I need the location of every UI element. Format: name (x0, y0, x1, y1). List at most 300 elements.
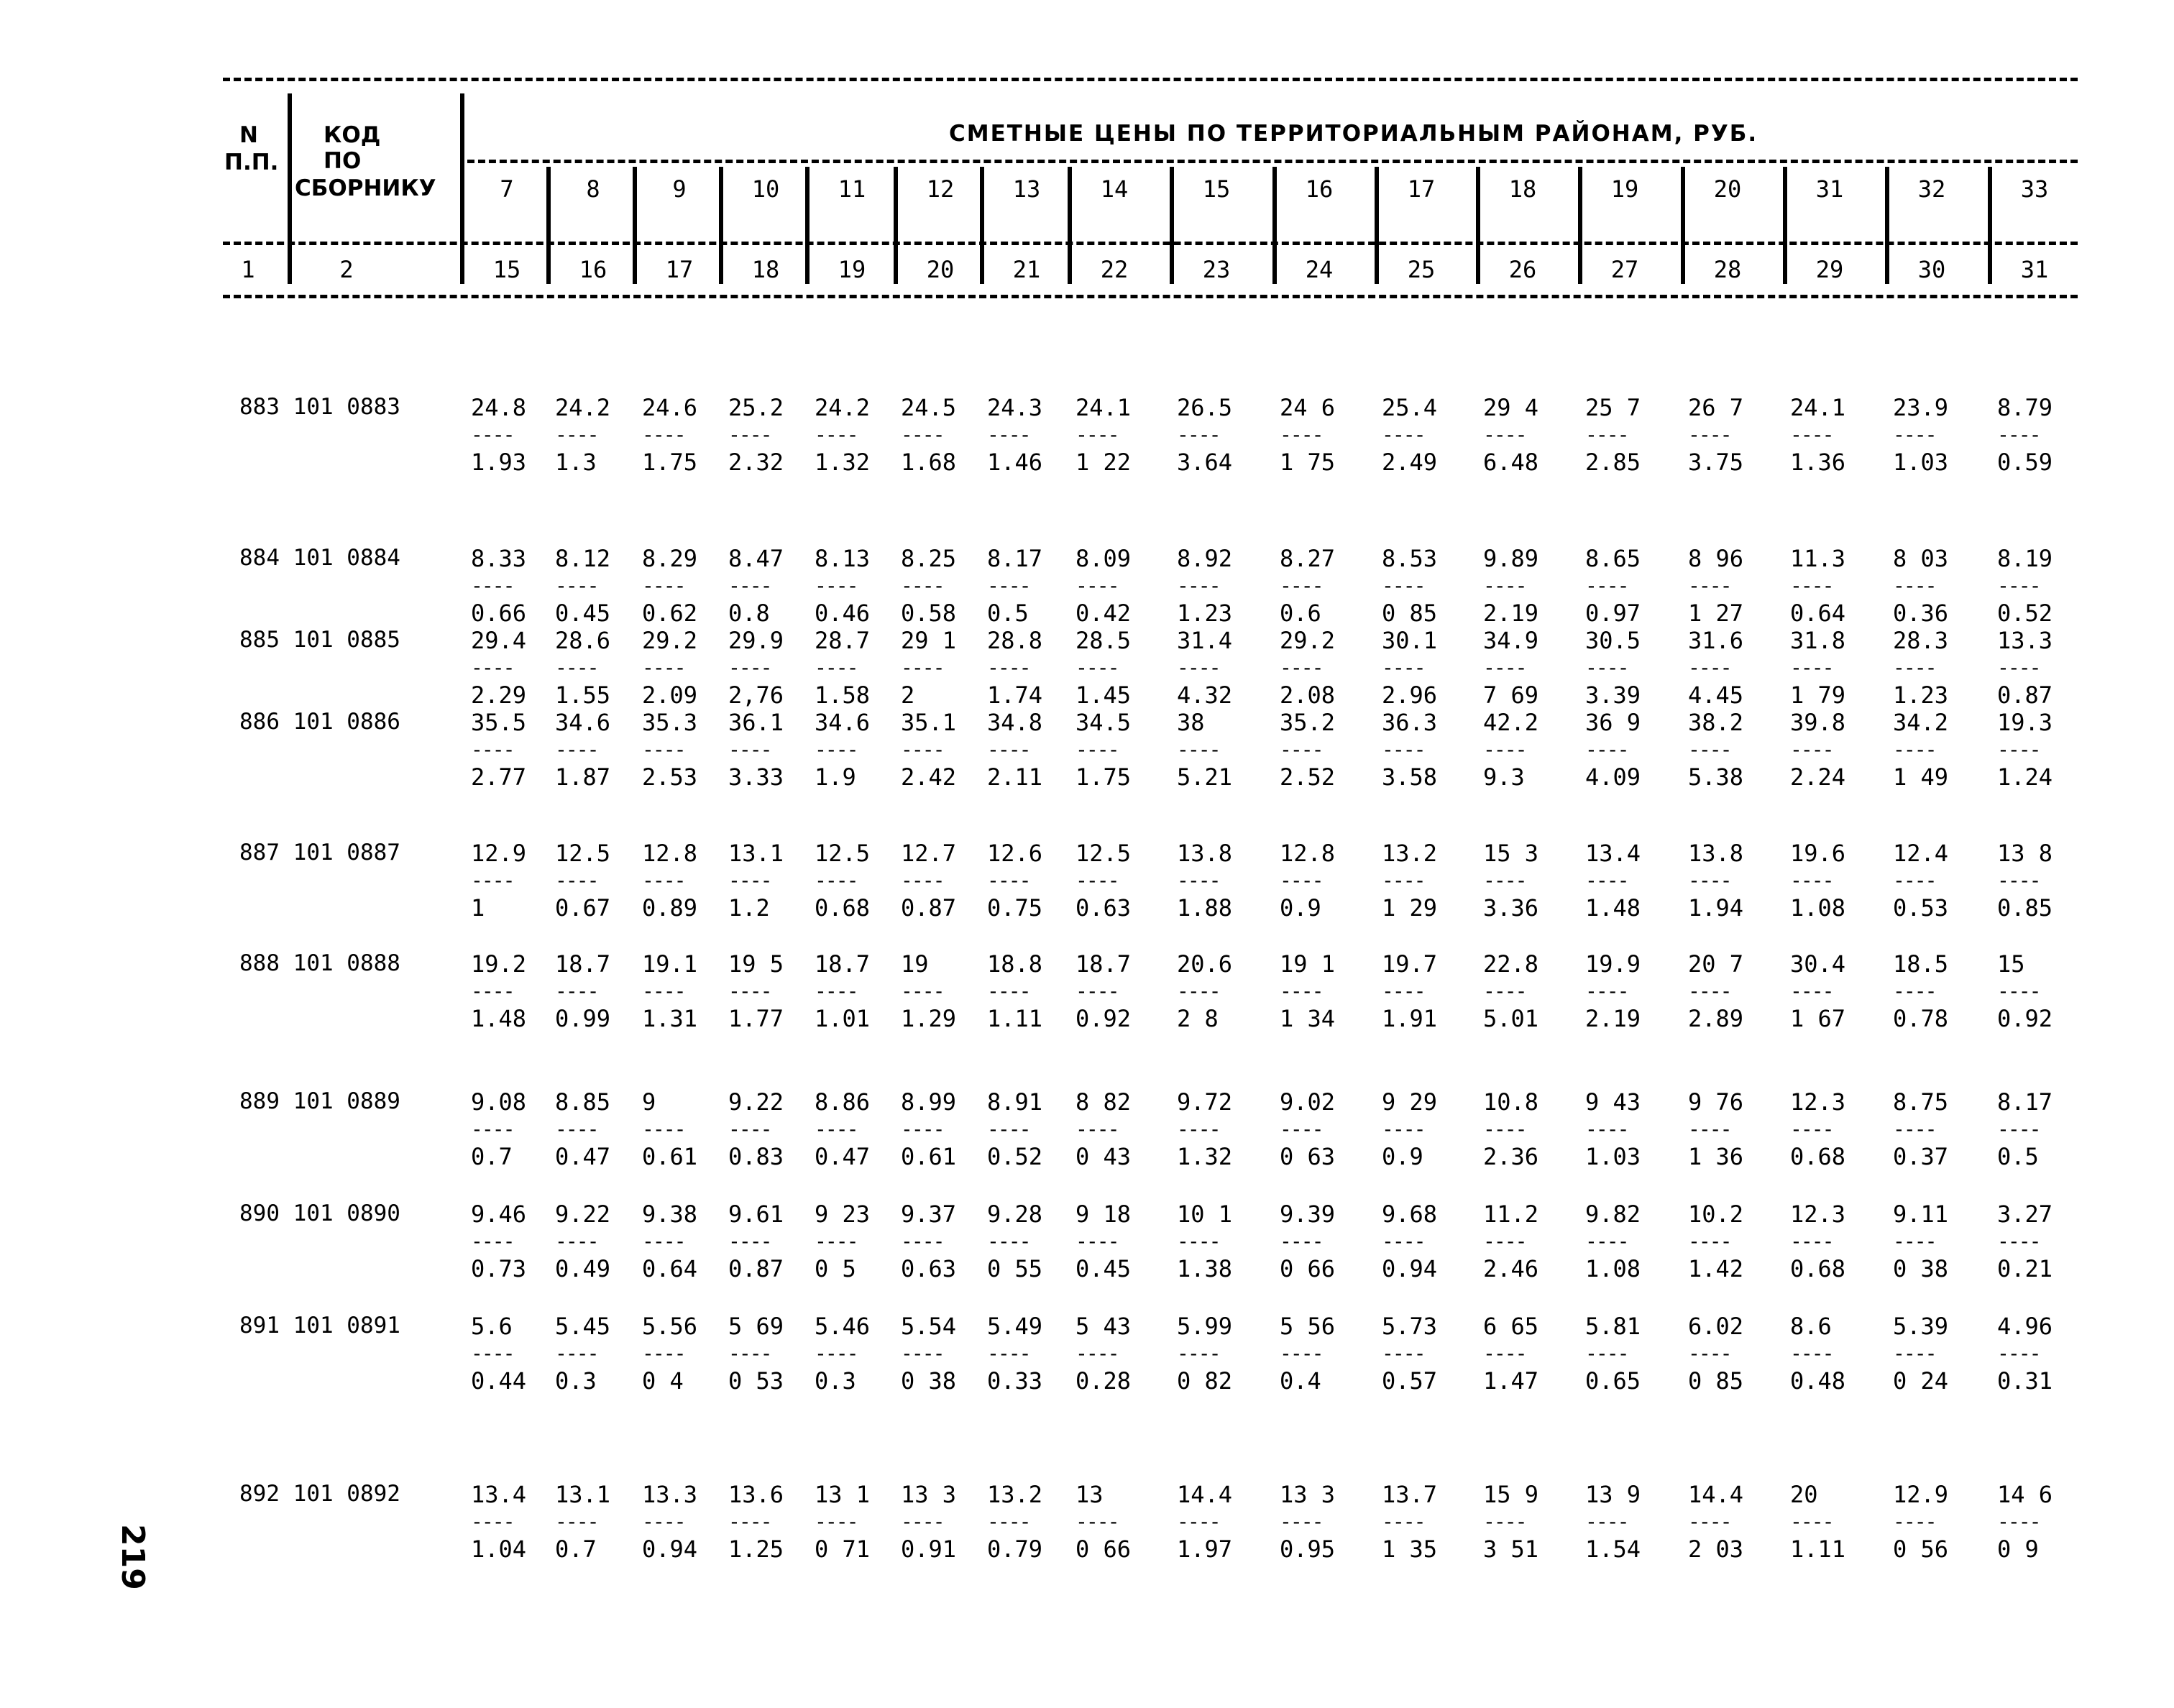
fraction-divider: ---- (1585, 1117, 1628, 1141)
price-value: 12.3 (1790, 1088, 1846, 1116)
price-cell (1688, 627, 1767, 709)
price-value: 5.99 (1177, 1313, 1233, 1340)
price-value: 5 69 (728, 1313, 784, 1340)
price-value: 30.1 (1382, 627, 1438, 654)
fraction-divider: ---- (1893, 656, 1936, 679)
price-cell (815, 545, 894, 627)
price-secondary-value: 0.33 (987, 1367, 1043, 1395)
price-cell (1483, 950, 1562, 1032)
row-id: 892 101 0892 (239, 1481, 400, 1507)
price-secondary-value: 1 29 (1382, 894, 1438, 922)
price-value: 24.6 (642, 394, 698, 421)
price-cell (1688, 709, 1767, 791)
price-cell (555, 950, 634, 1032)
price-secondary-value: 1.11 (987, 1005, 1043, 1032)
price-secondary-value: 0.57 (1382, 1367, 1438, 1395)
price-value: 9.08 (471, 1088, 527, 1116)
price-value: 9.46 (471, 1200, 527, 1228)
fraction-divider: ---- (901, 738, 944, 761)
price-cell (1790, 545, 1869, 627)
price-cell (1382, 709, 1461, 791)
price-secondary-value: 5.38 (1688, 763, 1744, 791)
price-secondary-value: 0.9 (1382, 1143, 1423, 1170)
price-cell (1280, 709, 1359, 791)
column-number-27: 27 (1610, 256, 1639, 283)
price-cell (1893, 950, 1972, 1032)
price-value: 13 8 (1997, 840, 2053, 867)
price-value: 29.2 (1280, 627, 1336, 654)
price-secondary-value: 2.08 (1280, 681, 1336, 709)
price-secondary-value: 1 35 (1382, 1535, 1438, 1563)
price-secondary-value: 1 67 (1790, 1005, 1846, 1032)
price-secondary-value: 1.08 (1585, 1255, 1641, 1282)
fraction-divider: ---- (1585, 738, 1628, 761)
price-secondary-value: 2 03 (1688, 1535, 1744, 1563)
price-value: 35.5 (471, 709, 527, 736)
fraction-divider: ---- (555, 738, 598, 761)
price-secondary-value: 0.78 (1893, 1005, 1949, 1032)
price-secondary-value: 1.9 (815, 763, 856, 791)
price-value: 9 29 (1382, 1088, 1438, 1116)
price-cell (471, 709, 550, 791)
price-secondary-value: 1.23 (1177, 600, 1233, 627)
price-value: 24.1 (1075, 394, 1132, 421)
price-value: 12.9 (1893, 1481, 1949, 1508)
price-secondary-value: 5.01 (1483, 1005, 1539, 1032)
price-value: 36.3 (1382, 709, 1438, 736)
price-secondary-value: 0.92 (1075, 1005, 1132, 1032)
price-cell (1483, 1200, 1562, 1282)
fraction-divider: ---- (1483, 1341, 1526, 1365)
price-secondary-value: 0 63 (1280, 1143, 1336, 1170)
price-value: 3.27 (1997, 1200, 2053, 1228)
header-pp: П.П. (224, 150, 279, 175)
price-secondary-value: 3 51 (1483, 1535, 1539, 1563)
fraction-divider: ---- (1893, 1510, 1936, 1533)
price-value: 8.33 (471, 545, 527, 572)
price-cell (1585, 1481, 1664, 1563)
price-cell (1893, 545, 1972, 627)
price-secondary-value: 0.58 (901, 600, 957, 627)
price-cell (1997, 627, 2076, 709)
fraction-divider: ---- (1893, 574, 1936, 597)
price-cell (1688, 1088, 1767, 1170)
price-secondary-value: 1.42 (1688, 1255, 1744, 1282)
price-cell (1790, 394, 1869, 476)
fraction-divider: ---- (1997, 1229, 2040, 1253)
price-value: 30.5 (1585, 627, 1641, 654)
price-cell (1177, 1088, 1256, 1170)
column-number-30: 30 (1917, 256, 1946, 283)
column-separator (1578, 167, 1582, 284)
fraction-divider: ---- (987, 1229, 1030, 1253)
price-cell (1075, 950, 1155, 1032)
fraction-divider: ---- (1997, 423, 2040, 446)
price-secondary-value: 1.93 (471, 449, 527, 476)
price-cell (1382, 1313, 1461, 1395)
fraction-divider: ---- (1997, 738, 2040, 761)
price-cell (1075, 709, 1155, 791)
price-value: 24.2 (815, 394, 871, 421)
fraction-divider: ---- (901, 423, 944, 446)
price-cell (1585, 840, 1664, 922)
price-secondary-value: 0.7 (471, 1143, 513, 1170)
price-cell (1280, 545, 1359, 627)
fraction-divider: ---- (1790, 423, 1833, 446)
fraction-divider: ---- (901, 868, 944, 892)
row-id: 887 101 0887 (239, 840, 400, 866)
fraction-divider: ---- (1997, 1510, 2040, 1533)
fraction-divider: ---- (1585, 1510, 1628, 1533)
price-secondary-value: 0 38 (901, 1367, 957, 1395)
price-cell (1483, 394, 1562, 476)
price-value: 13.1 (728, 840, 784, 867)
price-value: 15 (1997, 950, 2025, 978)
price-value: 9.72 (1177, 1088, 1233, 1116)
price-secondary-value: 0.99 (555, 1005, 611, 1032)
price-cell (1790, 1088, 1869, 1170)
price-secondary-value: 2.46 (1483, 1255, 1539, 1282)
price-value: 34.5 (1075, 709, 1132, 736)
fraction-divider: ---- (555, 423, 598, 446)
fraction-divider: ---- (555, 574, 598, 597)
price-value: 34.9 (1483, 627, 1539, 654)
fraction-divider: ---- (1893, 1229, 1936, 1253)
price-secondary-value: 6.48 (1483, 449, 1539, 476)
price-value: 5 43 (1075, 1313, 1132, 1340)
fraction-divider: ---- (1893, 1341, 1936, 1365)
fraction-divider: ---- (1075, 1229, 1119, 1253)
price-cell (1997, 1481, 2076, 1563)
fraction-divider: ---- (1075, 738, 1119, 761)
price-cell (728, 1200, 807, 1282)
price-value: 9.82 (1585, 1200, 1641, 1228)
fraction-divider: ---- (642, 1510, 685, 1533)
price-cell (1280, 627, 1359, 709)
fraction-divider: ---- (1997, 979, 2040, 1003)
price-secondary-value: 1.36 (1790, 449, 1846, 476)
price-cell (471, 1200, 550, 1282)
fraction-divider: ---- (1790, 1229, 1833, 1253)
fraction-divider: ---- (1075, 656, 1119, 679)
price-value: 34.6 (555, 709, 611, 736)
price-secondary-value: 3.33 (728, 763, 784, 791)
price-cell (1893, 627, 1972, 709)
price-cell (728, 840, 807, 922)
fraction-divider: ---- (642, 868, 685, 892)
price-secondary-value: 0 71 (815, 1535, 871, 1563)
price-value: 20 7 (1688, 950, 1744, 978)
price-secondary-value: 4.32 (1177, 681, 1233, 709)
column-separator (633, 167, 637, 284)
column-number-23: 23 (1202, 256, 1231, 283)
fraction-divider: ---- (1075, 574, 1119, 597)
price-value: 31.6 (1688, 627, 1744, 654)
price-secondary-value: 0.45 (555, 600, 611, 627)
price-secondary-value: 0 38 (1893, 1255, 1949, 1282)
fraction-divider: ---- (987, 738, 1030, 761)
column-separator (1885, 167, 1889, 284)
price-secondary-value: 2.32 (728, 449, 784, 476)
fraction-divider: ---- (1483, 1229, 1526, 1253)
price-secondary-value: 0.87 (728, 1255, 784, 1282)
price-value: 4.96 (1997, 1313, 2053, 1340)
fraction-divider: ---- (642, 1341, 685, 1365)
price-value: 24.1 (1790, 394, 1846, 421)
price-secondary-value: 1 75 (1280, 449, 1336, 476)
price-cell (728, 1088, 807, 1170)
price-cell (901, 1200, 980, 1282)
price-value: 8.12 (555, 545, 611, 572)
price-value: 13.8 (1177, 840, 1233, 867)
price-cell (1585, 394, 1664, 476)
fraction-divider: ---- (1382, 423, 1425, 446)
price-secondary-value: 0 82 (1177, 1367, 1233, 1395)
price-secondary-value: 0.21 (1997, 1255, 2053, 1282)
fraction-divider: ---- (642, 979, 685, 1003)
price-value: 18.7 (1075, 950, 1132, 978)
price-secondary-value: 0.37 (1893, 1143, 1949, 1170)
price-secondary-value: 4.45 (1688, 681, 1744, 709)
price-cell (1483, 1313, 1562, 1395)
price-secondary-value: 1.32 (1177, 1143, 1233, 1170)
price-secondary-value: 0 53 (728, 1367, 784, 1395)
price-value: 34.8 (987, 709, 1043, 736)
fraction-divider: ---- (1893, 1117, 1936, 1141)
price-secondary-value: 1.47 (1483, 1367, 1539, 1395)
price-cell (1177, 394, 1256, 476)
price-value: 8.13 (815, 545, 871, 572)
price-value: 13 3 (901, 1481, 957, 1508)
fraction-divider: ---- (555, 656, 598, 679)
row-id: 888 101 0888 (239, 950, 400, 976)
price-secondary-value: 1.45 (1075, 681, 1132, 709)
fraction-divider: ---- (471, 423, 514, 446)
fraction-divider: ---- (1688, 1229, 1731, 1253)
fraction-divider: ---- (471, 979, 514, 1003)
price-cell (901, 627, 980, 709)
price-value: 18.7 (815, 950, 871, 978)
column-number-17: 17 (665, 256, 694, 283)
price-cell (728, 545, 807, 627)
price-secondary-value: 2.96 (1382, 681, 1438, 709)
price-secondary-value: 0.83 (728, 1143, 784, 1170)
fraction-divider: ---- (815, 656, 858, 679)
price-value: 20 (1790, 1481, 1818, 1508)
column-separator (288, 93, 292, 284)
price-secondary-value: 1.46 (987, 449, 1043, 476)
price-cell (901, 545, 980, 627)
price-cell (1483, 545, 1562, 627)
price-value: 30.4 (1790, 950, 1846, 978)
fraction-divider: ---- (987, 868, 1030, 892)
price-secondary-value: 0.64 (1790, 600, 1846, 627)
price-secondary-value: 1.04 (471, 1535, 527, 1563)
fraction-divider: ---- (815, 423, 858, 446)
price-cell (987, 840, 1066, 922)
fraction-divider: ---- (1177, 1510, 1220, 1533)
price-secondary-value: 0 66 (1075, 1535, 1132, 1563)
price-secondary-value: 0.8 (728, 600, 770, 627)
price-value: 13 1 (815, 1481, 871, 1508)
price-cell (728, 627, 807, 709)
column-number-1: 1 (241, 256, 255, 283)
price-value: 29 1 (901, 627, 957, 654)
price-cell (1893, 1088, 1972, 1170)
column-separator (546, 167, 551, 284)
price-value: 23.9 (1893, 394, 1949, 421)
column-number-15: 15 (492, 256, 521, 283)
price-cell (1382, 840, 1461, 922)
price-cell (471, 394, 550, 476)
price-value: 15 9 (1483, 1481, 1539, 1508)
price-value: 13.3 (642, 1481, 698, 1508)
price-cell (1997, 545, 2076, 627)
price-cell (728, 1313, 807, 1395)
price-cell (642, 1313, 721, 1395)
fraction-divider: ---- (728, 979, 771, 1003)
price-value: 6 65 (1483, 1313, 1539, 1340)
price-secondary-value: 1.24 (1997, 763, 2053, 791)
fraction-divider: ---- (555, 1510, 598, 1533)
price-secondary-value: 0.52 (987, 1143, 1043, 1170)
district-header-15: 15 (1202, 175, 1231, 203)
price-value: 13.4 (471, 1481, 527, 1508)
fraction-divider: ---- (1382, 1341, 1425, 1365)
fraction-divider: ---- (1177, 423, 1220, 446)
price-secondary-value: 0.63 (901, 1255, 957, 1282)
fraction-divider: ---- (1483, 1117, 1526, 1141)
price-secondary-value: 0 85 (1688, 1367, 1744, 1395)
row-id: 889 101 0889 (239, 1088, 400, 1114)
price-secondary-value: 2.19 (1585, 1005, 1641, 1032)
price-value: 35.3 (642, 709, 698, 736)
price-secondary-value: 0.3 (815, 1367, 856, 1395)
column-separator (1783, 167, 1787, 284)
price-secondary-value: 9.3 (1483, 763, 1525, 791)
price-cell (1893, 394, 1972, 476)
price-secondary-value: 0.31 (1997, 1367, 2053, 1395)
price-value: 9.39 (1280, 1200, 1336, 1228)
price-cell (1688, 840, 1767, 922)
price-cell (1893, 1313, 1972, 1395)
column-separator (1681, 167, 1685, 284)
price-value: 8 03 (1893, 545, 1949, 572)
price-secondary-value: 1.29 (901, 1005, 957, 1032)
fraction-divider: ---- (815, 1229, 858, 1253)
price-secondary-value: 1.48 (1585, 894, 1641, 922)
fraction-divider: ---- (1997, 1117, 2040, 1141)
price-secondary-value: 0.97 (1585, 600, 1641, 627)
price-cell (1997, 1088, 2076, 1170)
price-cell (1382, 394, 1461, 476)
price-secondary-value: 0.49 (555, 1255, 611, 1282)
fraction-divider: ---- (1893, 979, 1936, 1003)
price-secondary-value: 3.64 (1177, 449, 1233, 476)
price-value: 13.2 (987, 1481, 1043, 1508)
fraction-divider: ---- (1790, 1341, 1833, 1365)
price-secondary-value: 0.75 (987, 894, 1043, 922)
price-cell (815, 1481, 894, 1563)
price-secondary-value: 1.01 (815, 1005, 871, 1032)
price-cell (1177, 1200, 1256, 1282)
price-secondary-value: 2 8 (1177, 1005, 1219, 1032)
price-secondary-value: 0.5 (1997, 1143, 2039, 1170)
fraction-divider: ---- (1382, 738, 1425, 761)
price-value: 9.28 (987, 1200, 1043, 1228)
price-secondary-value: 1.75 (1075, 763, 1132, 791)
price-secondary-value: 0.4 (1280, 1367, 1321, 1395)
price-cell (901, 1088, 980, 1170)
price-value: 5.54 (901, 1313, 957, 1340)
fraction-divider: ---- (1688, 1341, 1731, 1365)
price-secondary-value: 0.94 (1382, 1255, 1438, 1282)
fraction-divider: ---- (1075, 868, 1119, 892)
fraction-divider: ---- (555, 1117, 598, 1141)
price-secondary-value: 3.36 (1483, 894, 1539, 922)
fraction-divider: ---- (642, 1229, 685, 1253)
fraction-divider: ---- (1177, 738, 1220, 761)
price-value: 13.2 (1382, 840, 1438, 867)
price-secondary-value: 0.63 (1075, 894, 1132, 922)
price-secondary-value: 0.59 (1997, 449, 2053, 476)
price-value: 25 7 (1585, 394, 1641, 421)
price-secondary-value: 0.91 (901, 1535, 957, 1563)
price-cell (1075, 1088, 1155, 1170)
price-value: 8.25 (901, 545, 957, 572)
fraction-divider: ---- (471, 868, 514, 892)
price-value: 14 6 (1997, 1481, 2053, 1508)
price-value: 12.8 (1280, 840, 1336, 867)
fraction-divider: ---- (901, 1229, 944, 1253)
price-secondary-value: 0.61 (901, 1143, 957, 1170)
price-cell (1790, 1313, 1869, 1395)
price-secondary-value: 1 36 (1688, 1143, 1744, 1170)
price-secondary-value: 0.52 (1997, 600, 2053, 627)
district-header-19: 19 (1610, 175, 1639, 203)
fraction-divider: ---- (1280, 1229, 1323, 1253)
fraction-divider: ---- (815, 738, 858, 761)
price-secondary-value: 2.09 (642, 681, 698, 709)
fraction-divider: ---- (901, 979, 944, 1003)
price-value: 22.8 (1483, 950, 1539, 978)
price-cell (1790, 627, 1869, 709)
fraction-divider: ---- (471, 1510, 514, 1533)
price-value: 13 (1075, 1481, 1104, 1508)
fraction-divider: ---- (1382, 656, 1425, 679)
fraction-divider: ---- (555, 868, 598, 892)
price-value: 12.6 (987, 840, 1043, 867)
price-secondary-value: 1 79 (1790, 681, 1846, 709)
fraction-divider: ---- (728, 1229, 771, 1253)
price-secondary-value: 0.87 (901, 894, 957, 922)
district-header-31: 31 (1815, 175, 1844, 203)
price-cell (1382, 627, 1461, 709)
fraction-divider: ---- (987, 656, 1030, 679)
price-value: 12.5 (815, 840, 871, 867)
price-value: 15 3 (1483, 840, 1539, 867)
price-secondary-value: 1.25 (728, 1535, 784, 1563)
price-value: 11.3 (1790, 545, 1846, 572)
fraction-divider: ---- (1483, 423, 1526, 446)
price-secondary-value: 0.28 (1075, 1367, 1132, 1395)
fraction-divider: ---- (728, 738, 771, 761)
price-cell (728, 394, 807, 476)
column-separator (1476, 167, 1480, 284)
column-separator (894, 167, 898, 284)
fraction-divider: ---- (471, 1229, 514, 1253)
price-cell (987, 1481, 1066, 1563)
